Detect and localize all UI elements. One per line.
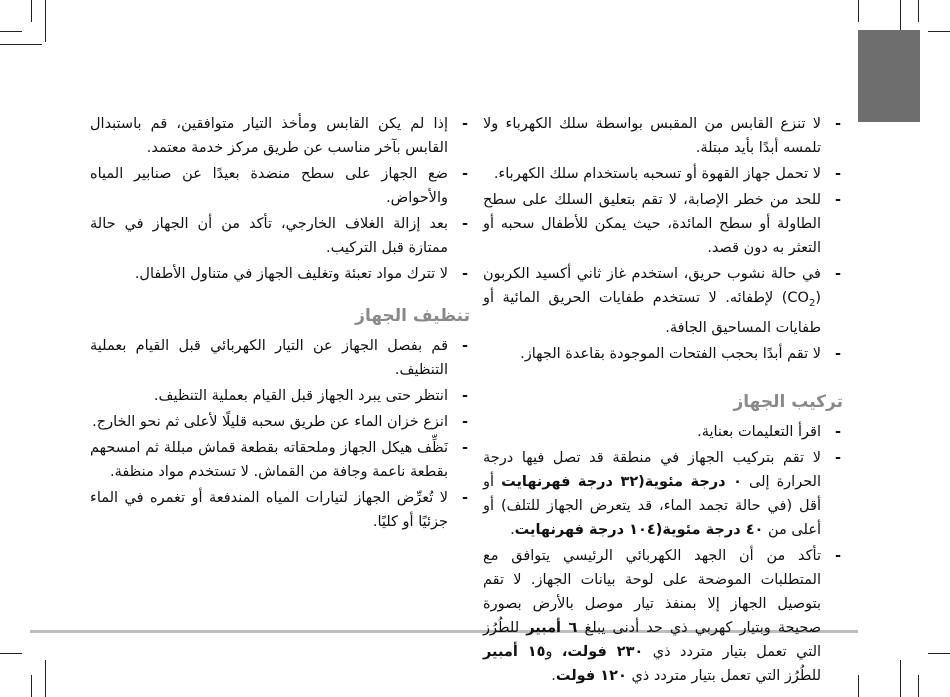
- list-item: - انتظر حتى يبرد الجهاز قبل القيام بعملية التنظيف.: [153, 388, 468, 404]
- list-item: - لا تقم بتركيب الجهاز في منطقة قد تصل فيها درجة الحرارة إلى ٠ درجة مئوية(٣٢ درجة فهرنهايت أو أقل (في حالة تجمد الماء، قد يتعرض الجهاز للتلف) أو أعلى من ٤٠ درجة مئوية(١٠٤ درجة فهرنهايت.: [483, 449, 841, 538]
- crop-mark: [0, 653, 22, 654]
- crop-mark: [858, 675, 859, 697]
- crop-mark: [45, 0, 46, 42]
- list-item: - تأكد من أن الجهد الكهربائي الرئيسي يتوافق مع المتطلبات الموضحة على لوحة بيانات الجهاز. لا تقم بتوصيل الجهاز إلا بمنفذ تيار موصل بالأرض بصورة صحيحة وبتيار كهربي ذي حد أدنى يبلغ ٦ أمبير للطُرُز التي تعمل بتيار متردد ذي ٢٣٠ فولت، و١٥ أمبير للطُرُز التي تعمل بتيار متردد ذي ١٢٠ فولت.: [483, 547, 841, 684]
- list-item: - لا تنزع القابس من المقبس بواسطة سلك الكهرباء ولا تلمسه أبدًا بأيد مبتلة.: [483, 116, 841, 156]
- list-item: - لا تقم أبدًا بحجب الفتحات الموجودة بقاعدة الجهاز.: [520, 345, 841, 362]
- crop-mark: [918, 0, 919, 22]
- list-item: - في حالة نشوب حريق، استخدم غاز ثاني أكسيد الكربون $(CO_2)$ لإطفائه. لا تستخدم طفايات الحريق المائية أو طفايات المساحيق الجافة.: [483, 266, 841, 336]
- list-item: - إذا لم يكن القابس ومأخذ التيار متوافقين، قم باستبدال القابس بآخر مناسب عن طريق مركز خدمة معتمد.: [90, 116, 468, 156]
- crop-mark: [0, 31, 22, 32]
- left-column: [90, 112, 470, 536]
- crop-mark: [0, 44, 42, 45]
- crop-mark: [45, 660, 46, 697]
- list-item: - نَظِّف هيكل الجهاز وملحقاته بقطعة قماش مبللة ثم امسحهم بقطعة ناعمة وجافة من القماش. لا تستخدم مواد منظفة.: [90, 440, 468, 480]
- list-item: - بعد إزالة الغلاف الخارجي، تأكد من أن الجهاز في حالة ممتازة قبل التركيب.: [90, 216, 468, 256]
- section-heading-cleaning: تنظيف الجهاز: [355, 306, 470, 326]
- crop-mark: [858, 0, 859, 22]
- right-column: [483, 112, 843, 690]
- crop-mark: [928, 31, 950, 32]
- crop-mark: [928, 653, 950, 654]
- list-item: - لا تحمل جهاز القهوة أو تسحبه باستخدام سلك الكهرباء.: [493, 166, 841, 182]
- crop-mark: [31, 0, 32, 22]
- list-item: - لا تترك مواد تعبئة وتغليف الجهاز في متناول الأطفال.: [134, 266, 468, 282]
- crop-mark: [31, 675, 32, 697]
- list-item: - لا تُعرِّض الجهاز لتيارات المياه المندفعة أو تغمره في الماء جزئيًا أو كليًا.: [90, 490, 468, 530]
- language-tab-marker: [858, 30, 920, 122]
- list-item: - ضع الجهاز على سطح منضدة بعيدًا عن صنابير المياه والأحواض.: [90, 166, 468, 206]
- list-item: - قم بفصل الجهاز عن التيار الكهربائي قبل القيام بعملية التنظيف.: [90, 338, 468, 378]
- crop-mark: [900, 660, 901, 697]
- section-heading-installation: تركيب الجهاز: [733, 391, 843, 412]
- crop-mark: [918, 675, 919, 697]
- list-item: - انزع خزان الماء عن طريق سحبه قليلًا لأعلى ثم نحو الخارج.: [92, 414, 468, 430]
- list-item: - اقرأ التعليمات بعناية.: [697, 423, 841, 440]
- list-item: - للحد من خطر الإصابة، لا تقم بتعليق السلك على سطح الطاولة أو سطح المائدة، حيث يمكن للأطفال سحبه أو التعثر به دون قصد.: [483, 192, 841, 256]
